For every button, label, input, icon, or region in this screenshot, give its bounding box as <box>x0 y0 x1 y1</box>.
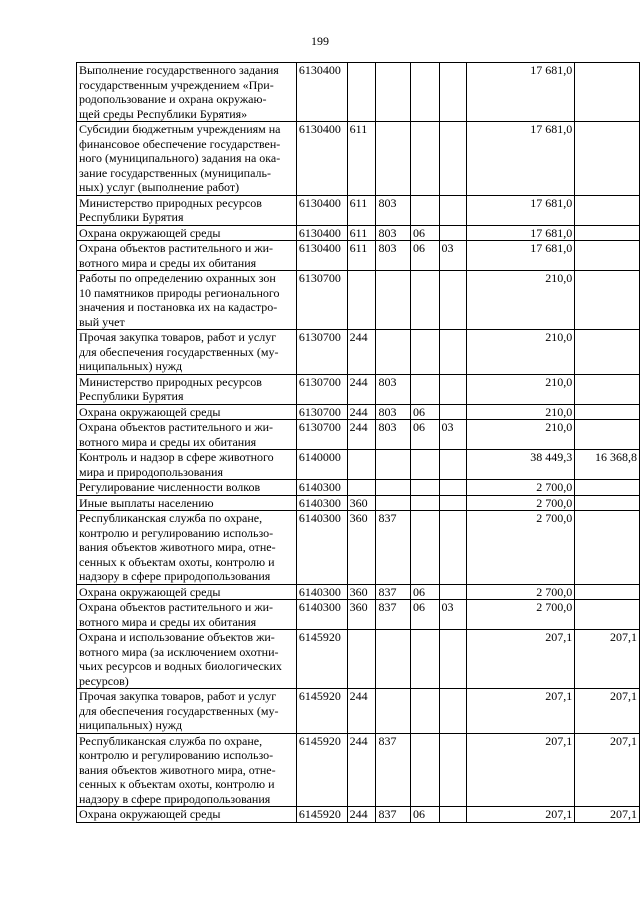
row-name-text: Охрана окружающей среды <box>79 225 221 240</box>
row-department: 837 <box>376 511 411 585</box>
row-subsection <box>439 689 467 734</box>
row-code: 6130400 <box>296 225 347 241</box>
row-amount: 2 700,0 <box>467 495 575 511</box>
table-row <box>77 807 640 823</box>
row-name-text: Регулирование численности волков <box>79 480 261 494</box>
row-amount-federal: 207,1 <box>575 689 640 734</box>
row-section <box>410 689 439 734</box>
row-amount-federal <box>575 511 640 585</box>
row-subsection <box>439 584 467 600</box>
row-expense-type: 611 <box>347 122 376 196</box>
row-expense-type <box>347 480 376 496</box>
row-expense-type: 244 <box>347 330 376 375</box>
row-amount-federal <box>575 225 640 241</box>
row-section: 06 <box>410 420 439 450</box>
row-name <box>77 330 297 375</box>
table-row <box>77 480 640 496</box>
row-name <box>77 511 297 585</box>
table-row <box>77 733 640 807</box>
row-expense-type: 244 <box>347 733 376 807</box>
row-section: 06 <box>410 807 439 823</box>
budget-table-body <box>77 63 640 823</box>
row-subsection <box>439 330 467 375</box>
row-section <box>410 63 439 122</box>
row-subsection <box>439 122 467 196</box>
row-subsection: 03 <box>439 600 467 630</box>
row-section <box>410 330 439 375</box>
row-name <box>77 374 297 404</box>
row-name <box>77 733 297 807</box>
row-section <box>410 480 439 496</box>
row-name <box>77 630 297 689</box>
row-amount-federal: 207,1 <box>575 630 640 689</box>
row-department <box>376 689 411 734</box>
row-subsection <box>439 495 467 511</box>
row-amount-federal <box>575 600 640 630</box>
row-section <box>410 630 439 689</box>
row-department <box>376 63 411 122</box>
row-department: 803 <box>376 374 411 404</box>
row-name <box>77 122 297 196</box>
row-amount-federal <box>575 63 640 122</box>
row-department: 803 <box>376 404 411 420</box>
row-department <box>376 480 411 496</box>
row-name-text: Работы по определению охранных зон 10 памятников природы регионального значения и постановка их на кадастро- вый учет <box>79 271 280 329</box>
row-amount: 207,1 <box>467 689 575 734</box>
row-expense-type: 360 <box>347 511 376 585</box>
row-subsection <box>439 630 467 689</box>
row-amount: 210,0 <box>467 420 575 450</box>
row-code: 6130700 <box>296 330 347 375</box>
row-department: 837 <box>376 807 411 823</box>
row-department: 803 <box>376 195 411 225</box>
row-subsection <box>439 374 467 404</box>
row-subsection <box>439 733 467 807</box>
row-amount-federal: 207,1 <box>575 807 640 823</box>
row-amount-federal: 16 368,8 <box>575 450 640 480</box>
row-subsection <box>439 480 467 496</box>
row-name <box>77 420 297 450</box>
row-amount: 17 681,0 <box>467 63 575 122</box>
row-department <box>376 450 411 480</box>
row-code: 6130700 <box>296 374 347 404</box>
row-name <box>77 495 297 511</box>
row-amount: 207,1 <box>467 733 575 807</box>
row-name-text: Охрана окружающей среды <box>79 404 221 419</box>
table-row <box>77 495 640 511</box>
table-row <box>77 330 640 375</box>
row-name <box>77 225 297 241</box>
table-row <box>77 630 640 689</box>
row-department <box>376 330 411 375</box>
row-name <box>77 480 297 496</box>
row-amount: 2 700,0 <box>467 511 575 585</box>
row-name <box>77 584 297 600</box>
row-amount: 17 681,0 <box>467 195 575 225</box>
table-row <box>77 374 640 404</box>
row-subsection <box>439 404 467 420</box>
row-expense-type: 244 <box>347 404 376 420</box>
row-expense-type <box>347 63 376 122</box>
row-section: 06 <box>410 241 439 271</box>
row-code: 6140300 <box>296 584 347 600</box>
row-amount-federal <box>575 330 640 375</box>
row-expense-type: 360 <box>347 600 376 630</box>
row-code: 6145920 <box>296 689 347 734</box>
row-name <box>77 450 297 480</box>
row-code: 6140300 <box>296 480 347 496</box>
row-name-text: Охрана и использование объектов жи- вотного мира (за исключением охотни- чьих ресурсов и водных биологических ресурсов) <box>79 630 282 688</box>
row-code: 6130700 <box>296 271 347 330</box>
table-row <box>77 511 640 585</box>
row-subsection <box>439 225 467 241</box>
row-section: 06 <box>410 584 439 600</box>
row-amount: 207,1 <box>467 630 575 689</box>
row-amount-federal <box>575 480 640 496</box>
row-expense-type <box>347 630 376 689</box>
budget-table <box>76 62 640 823</box>
row-section <box>410 495 439 511</box>
row-section: 06 <box>410 600 439 630</box>
row-subsection: 03 <box>439 241 467 271</box>
row-subsection <box>439 63 467 122</box>
row-subsection <box>439 511 467 585</box>
page-number: 199 <box>311 34 329 48</box>
row-section: 06 <box>410 404 439 420</box>
row-department <box>376 495 411 511</box>
row-department <box>376 630 411 689</box>
row-amount-federal <box>575 271 640 330</box>
row-name <box>77 807 297 823</box>
row-amount: 210,0 <box>467 404 575 420</box>
row-department: 803 <box>376 420 411 450</box>
row-amount: 17 681,0 <box>467 225 575 241</box>
row-name <box>77 404 297 420</box>
row-amount-federal <box>575 420 640 450</box>
row-amount: 2 700,0 <box>467 584 575 600</box>
row-section <box>410 122 439 196</box>
row-amount-federal <box>575 195 640 225</box>
row-name-text: Субсидии бюджетным учреждениям на финансовое обеспечение государствен- ного (муниципального) задания на ока- зание государственных (муниципаль- ных) услуг (выполнение работ) <box>79 122 281 194</box>
table-row <box>77 450 640 480</box>
row-subsection <box>439 450 467 480</box>
row-code: 6145920 <box>296 807 347 823</box>
table-row <box>77 195 640 225</box>
row-section <box>410 511 439 585</box>
row-section <box>410 195 439 225</box>
row-name-text: Выполнение государственного задания государственным учреждением «При- родопользование и охрана окружаю- щей среды Республики Бурятия» <box>79 63 279 121</box>
row-name-text: Охрана объектов растительного и жи- вотного мира и среды их обитания <box>79 241 274 270</box>
row-section <box>410 271 439 330</box>
row-subsection: 03 <box>439 420 467 450</box>
row-department <box>376 122 411 196</box>
row-name-text: Прочая закупка товаров, работ и услуг для обеспечения государственных (му- ниципальных) нужд <box>79 689 279 732</box>
row-expense-type: 611 <box>347 225 376 241</box>
row-subsection <box>439 195 467 225</box>
row-name-text: Контроль и надзор в сфере животного мира и природопользования <box>79 450 274 479</box>
row-department: 803 <box>376 241 411 271</box>
row-code: 6130400 <box>296 122 347 196</box>
table-row <box>77 271 640 330</box>
row-amount-federal <box>575 122 640 196</box>
row-amount: 2 700,0 <box>467 600 575 630</box>
row-expense-type: 244 <box>347 689 376 734</box>
row-amount: 210,0 <box>467 271 575 330</box>
row-name <box>77 195 297 225</box>
table-row <box>77 122 640 196</box>
row-expense-type: 360 <box>347 495 376 511</box>
row-expense-type <box>347 271 376 330</box>
table-row <box>77 404 640 420</box>
row-expense-type: 611 <box>347 195 376 225</box>
row-name-text: Республиканская служба по охране, контролю и регулированию использо- вания объектов животного мира, отне- сенных к объектам охоты, контролю и надзору в сфере природопользования <box>79 733 276 806</box>
row-amount-federal <box>575 584 640 600</box>
row-amount: 17 681,0 <box>467 122 575 196</box>
row-subsection <box>439 271 467 330</box>
row-name <box>77 241 297 271</box>
row-amount: 38 449,3 <box>467 450 575 480</box>
row-name-text: Иные выплаты населению <box>79 495 214 510</box>
row-name-text: Охрана объектов растительного и жи- вотного мира и среды их обитания <box>79 600 274 629</box>
row-department: 837 <box>376 733 411 807</box>
row-amount-federal: 207,1 <box>575 733 640 807</box>
row-department: 803 <box>376 225 411 241</box>
row-expense-type: 244 <box>347 807 376 823</box>
row-amount: 2 700,0 <box>467 480 575 496</box>
row-name <box>77 600 297 630</box>
row-code: 6145920 <box>296 630 347 689</box>
row-expense-type: 244 <box>347 420 376 450</box>
row-code: 6140300 <box>296 600 347 630</box>
row-expense-type <box>347 450 376 480</box>
row-section <box>410 374 439 404</box>
row-name-text: Охрана окружающей среды <box>79 584 221 599</box>
row-department: 837 <box>376 600 411 630</box>
row-department: 837 <box>376 584 411 600</box>
row-amount-federal <box>575 404 640 420</box>
table-row <box>77 225 640 241</box>
row-amount: 17 681,0 <box>467 241 575 271</box>
row-name-text: Министерство природных ресурсов Республики Бурятия <box>79 195 262 224</box>
row-code: 6130700 <box>296 404 347 420</box>
row-amount: 210,0 <box>467 374 575 404</box>
row-name-text: Республиканская служба по охране, контролю и регулированию использо- вания объектов животного мира, отне- сенных к объектам охоты, контролю и надзору в сфере природопользования <box>79 511 276 583</box>
table-row <box>77 600 640 630</box>
row-expense-type: 360 <box>347 584 376 600</box>
row-name-text: Прочая закупка товаров, работ и услуг для обеспечения государственных (му- ниципальных) нужд <box>79 330 279 373</box>
row-amount: 210,0 <box>467 330 575 375</box>
row-name <box>77 63 297 122</box>
row-code: 6130400 <box>296 195 347 225</box>
row-code: 6145920 <box>296 733 347 807</box>
row-code: 6130700 <box>296 420 347 450</box>
row-amount-federal <box>575 241 640 271</box>
row-section: 06 <box>410 225 439 241</box>
row-name-text: Охрана окружающей среды <box>79 807 221 821</box>
table-row <box>77 689 640 734</box>
row-name <box>77 689 297 734</box>
row-name-text: Охрана объектов растительного и жи- вотного мира и среды их обитания <box>79 420 274 449</box>
row-name-text: Министерство природных ресурсов Республики Бурятия <box>79 374 262 403</box>
row-code: 6140300 <box>296 495 347 511</box>
row-expense-type: 611 <box>347 241 376 271</box>
table-row <box>77 241 640 271</box>
row-department <box>376 271 411 330</box>
row-amount-federal <box>575 374 640 404</box>
row-amount: 207,1 <box>467 807 575 823</box>
row-name <box>77 271 297 330</box>
row-expense-type: 244 <box>347 374 376 404</box>
table-row <box>77 420 640 450</box>
row-code: 6140300 <box>296 511 347 585</box>
table-row <box>77 584 640 600</box>
row-amount-federal <box>575 495 640 511</box>
row-code: 6130400 <box>296 63 347 122</box>
row-section <box>410 733 439 807</box>
table-row <box>77 63 640 122</box>
row-code: 6140000 <box>296 450 347 480</box>
row-subsection <box>439 807 467 823</box>
row-code: 6130400 <box>296 241 347 271</box>
row-section <box>410 450 439 480</box>
